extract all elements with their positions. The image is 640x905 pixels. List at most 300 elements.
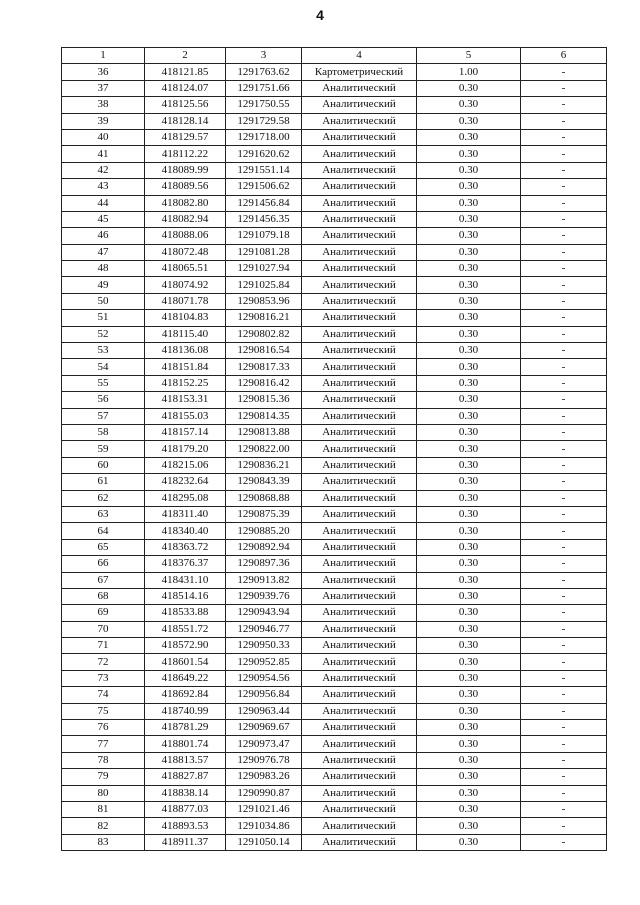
table-row xyxy=(62,441,607,457)
y-coordinate-cell: 1290836.21 xyxy=(226,457,302,473)
x-coordinate-cell: 418533.88 xyxy=(145,605,226,621)
description-cell: - xyxy=(521,474,607,490)
method-cell: Аналитический xyxy=(302,539,417,555)
y-coordinate-cell: 1290868.88 xyxy=(226,490,302,506)
description-cell: - xyxy=(521,720,607,736)
table-row xyxy=(62,801,607,817)
accuracy-cell: 0.30 xyxy=(417,703,521,719)
y-coordinate-cell: 1291027.94 xyxy=(226,261,302,277)
y-coordinate-cell: 1290813.88 xyxy=(226,424,302,440)
description-cell: - xyxy=(521,326,607,342)
method-cell: Аналитический xyxy=(302,80,417,96)
method-cell: Аналитический xyxy=(302,703,417,719)
table-row xyxy=(62,490,607,506)
accuracy-cell: 0.30 xyxy=(417,261,521,277)
y-coordinate-cell: 1291551.14 xyxy=(226,162,302,178)
y-coordinate-cell: 1290892.94 xyxy=(226,539,302,555)
description-cell: - xyxy=(521,523,607,539)
x-coordinate-cell: 418128.14 xyxy=(145,113,226,129)
accuracy-cell: 0.30 xyxy=(417,638,521,654)
method-cell: Аналитический xyxy=(302,408,417,424)
method-cell: Аналитический xyxy=(302,572,417,588)
point-number-cell: 65 xyxy=(62,539,145,555)
x-coordinate-cell: 418065.51 xyxy=(145,261,226,277)
accuracy-cell: 0.30 xyxy=(417,670,521,686)
x-coordinate-cell: 418112.22 xyxy=(145,146,226,162)
x-coordinate-cell: 418152.25 xyxy=(145,375,226,391)
table-row xyxy=(62,457,607,473)
x-coordinate-cell: 418295.08 xyxy=(145,490,226,506)
x-coordinate-cell: 418179.20 xyxy=(145,441,226,457)
table-row xyxy=(62,834,607,850)
point-number-cell: 44 xyxy=(62,195,145,211)
point-number-cell: 57 xyxy=(62,408,145,424)
table-row xyxy=(62,720,607,736)
table-row xyxy=(62,769,607,785)
table-row xyxy=(62,211,607,227)
table-row xyxy=(62,359,607,375)
accuracy-cell: 0.30 xyxy=(417,326,521,342)
method-cell: Аналитический xyxy=(302,293,417,309)
x-coordinate-cell: 418877.03 xyxy=(145,801,226,817)
table-row xyxy=(62,129,607,145)
table-row xyxy=(62,392,607,408)
point-number-cell: 52 xyxy=(62,326,145,342)
accuracy-cell: 0.30 xyxy=(417,523,521,539)
description-cell: - xyxy=(521,195,607,211)
x-coordinate-cell: 418911.37 xyxy=(145,834,226,850)
description-cell: - xyxy=(521,310,607,326)
description-cell: - xyxy=(521,343,607,359)
method-cell: Аналитический xyxy=(302,638,417,654)
y-coordinate-cell: 1290963.44 xyxy=(226,703,302,719)
column-header-2: 2 xyxy=(145,48,226,64)
point-number-cell: 73 xyxy=(62,670,145,686)
x-coordinate-cell: 418215.06 xyxy=(145,457,226,473)
accuracy-cell: 0.30 xyxy=(417,129,521,145)
y-coordinate-cell: 1290815.36 xyxy=(226,392,302,408)
table-row xyxy=(62,97,607,113)
method-cell: Аналитический xyxy=(302,556,417,572)
method-cell: Аналитический xyxy=(302,211,417,227)
column-header-5: 5 xyxy=(417,48,521,64)
y-coordinate-cell: 1291025.84 xyxy=(226,277,302,293)
column-header-1: 1 xyxy=(62,48,145,64)
table-row xyxy=(62,523,607,539)
accuracy-cell: 0.30 xyxy=(417,736,521,752)
x-coordinate-cell: 418649.22 xyxy=(145,670,226,686)
description-cell: - xyxy=(521,129,607,145)
x-coordinate-cell: 418121.85 xyxy=(145,64,226,80)
y-coordinate-cell: 1290913.82 xyxy=(226,572,302,588)
description-cell: - xyxy=(521,162,607,178)
y-coordinate-cell: 1290802.82 xyxy=(226,326,302,342)
method-cell: Аналитический xyxy=(302,752,417,768)
method-cell: Аналитический xyxy=(302,785,417,801)
method-cell: Аналитический xyxy=(302,457,417,473)
table-row xyxy=(62,539,607,555)
y-coordinate-cell: 1291620.62 xyxy=(226,146,302,162)
description-cell: - xyxy=(521,654,607,670)
description-cell: - xyxy=(521,687,607,703)
accuracy-cell: 0.30 xyxy=(417,113,521,129)
method-cell: Аналитический xyxy=(302,343,417,359)
accuracy-cell: 0.30 xyxy=(417,605,521,621)
accuracy-cell: 0.30 xyxy=(417,506,521,522)
table-row xyxy=(62,195,607,211)
point-number-cell: 79 xyxy=(62,769,145,785)
accuracy-cell: 0.30 xyxy=(417,572,521,588)
table-row xyxy=(62,670,607,686)
point-number-cell: 60 xyxy=(62,457,145,473)
method-cell: Аналитический xyxy=(302,588,417,604)
x-coordinate-cell: 418431.10 xyxy=(145,572,226,588)
description-cell: - xyxy=(521,64,607,80)
x-coordinate-cell: 418153.31 xyxy=(145,392,226,408)
table-row xyxy=(62,654,607,670)
x-coordinate-cell: 418157.14 xyxy=(145,424,226,440)
y-coordinate-cell: 1290990.87 xyxy=(226,785,302,801)
method-cell: Аналитический xyxy=(302,179,417,195)
table-row xyxy=(62,638,607,654)
point-number-cell: 56 xyxy=(62,392,145,408)
method-cell: Аналитический xyxy=(302,113,417,129)
method-cell: Аналитический xyxy=(302,834,417,850)
accuracy-cell: 0.30 xyxy=(417,244,521,260)
description-cell: - xyxy=(521,261,607,277)
description-cell: - xyxy=(521,113,607,129)
method-cell: Аналитический xyxy=(302,129,417,145)
point-number-cell: 78 xyxy=(62,752,145,768)
table-row xyxy=(62,146,607,162)
y-coordinate-cell: 1291506.62 xyxy=(226,179,302,195)
y-coordinate-cell: 1290983.26 xyxy=(226,769,302,785)
table-row xyxy=(62,572,607,588)
point-number-cell: 62 xyxy=(62,490,145,506)
point-number-cell: 80 xyxy=(62,785,145,801)
y-coordinate-cell: 1290973.47 xyxy=(226,736,302,752)
description-cell: - xyxy=(521,769,607,785)
point-number-cell: 39 xyxy=(62,113,145,129)
table-row xyxy=(62,293,607,309)
description-cell: - xyxy=(521,801,607,817)
y-coordinate-cell: 1290950.33 xyxy=(226,638,302,654)
description-cell: - xyxy=(521,785,607,801)
coordinates-table xyxy=(61,47,607,851)
accuracy-cell: 0.30 xyxy=(417,424,521,440)
point-number-cell: 76 xyxy=(62,720,145,736)
point-number-cell: 83 xyxy=(62,834,145,850)
page-number: 4 xyxy=(316,7,324,23)
y-coordinate-cell: 1290969.67 xyxy=(226,720,302,736)
x-coordinate-cell: 418893.53 xyxy=(145,818,226,834)
y-coordinate-cell: 1290817.33 xyxy=(226,359,302,375)
y-coordinate-cell: 1291763.62 xyxy=(226,64,302,80)
method-cell: Аналитический xyxy=(302,490,417,506)
x-coordinate-cell: 418082.80 xyxy=(145,195,226,211)
method-cell: Аналитический xyxy=(302,769,417,785)
y-coordinate-cell: 1290976.78 xyxy=(226,752,302,768)
accuracy-cell: 0.30 xyxy=(417,441,521,457)
table-header xyxy=(62,48,607,64)
point-number-cell: 38 xyxy=(62,97,145,113)
table-row xyxy=(62,179,607,195)
point-number-cell: 82 xyxy=(62,818,145,834)
method-cell: Аналитический xyxy=(302,244,417,260)
table-row xyxy=(62,244,607,260)
x-coordinate-cell: 418155.03 xyxy=(145,408,226,424)
description-cell: - xyxy=(521,818,607,834)
description-cell: - xyxy=(521,424,607,440)
method-cell: Аналитический xyxy=(302,670,417,686)
accuracy-cell: 0.30 xyxy=(417,146,521,162)
table-row xyxy=(62,326,607,342)
method-cell: Аналитический xyxy=(302,605,417,621)
point-number-cell: 40 xyxy=(62,129,145,145)
x-coordinate-cell: 418088.06 xyxy=(145,228,226,244)
point-number-cell: 64 xyxy=(62,523,145,539)
accuracy-cell: 0.30 xyxy=(417,375,521,391)
y-coordinate-cell: 1290954.56 xyxy=(226,670,302,686)
method-cell: Аналитический xyxy=(302,310,417,326)
description-cell: - xyxy=(521,392,607,408)
x-coordinate-cell: 418115.40 xyxy=(145,326,226,342)
point-number-cell: 74 xyxy=(62,687,145,703)
accuracy-cell: 0.30 xyxy=(417,834,521,850)
accuracy-cell: 0.30 xyxy=(417,621,521,637)
accuracy-cell: 0.30 xyxy=(417,539,521,555)
point-number-cell: 69 xyxy=(62,605,145,621)
table-row xyxy=(62,310,607,326)
table-row xyxy=(62,408,607,424)
column-header-3: 3 xyxy=(226,48,302,64)
point-number-cell: 50 xyxy=(62,293,145,309)
table-row xyxy=(62,343,607,359)
y-coordinate-cell: 1290816.42 xyxy=(226,375,302,391)
description-cell: - xyxy=(521,834,607,850)
description-cell: - xyxy=(521,146,607,162)
method-cell: Аналитический xyxy=(302,146,417,162)
method-cell: Аналитический xyxy=(302,326,417,342)
table-row xyxy=(62,621,607,637)
point-number-cell: 72 xyxy=(62,654,145,670)
method-cell: Аналитический xyxy=(302,687,417,703)
x-coordinate-cell: 418601.54 xyxy=(145,654,226,670)
accuracy-cell: 0.30 xyxy=(417,556,521,572)
point-number-cell: 51 xyxy=(62,310,145,326)
accuracy-cell: 0.30 xyxy=(417,720,521,736)
method-cell: Аналитический xyxy=(302,523,417,539)
table-row xyxy=(62,474,607,490)
point-number-cell: 55 xyxy=(62,375,145,391)
description-cell: - xyxy=(521,179,607,195)
y-coordinate-cell: 1290875.39 xyxy=(226,506,302,522)
y-coordinate-cell: 1290814.35 xyxy=(226,408,302,424)
method-cell: Аналитический xyxy=(302,392,417,408)
accuracy-cell: 0.30 xyxy=(417,343,521,359)
method-cell: Аналитический xyxy=(302,506,417,522)
method-cell: Аналитический xyxy=(302,720,417,736)
point-number-cell: 46 xyxy=(62,228,145,244)
y-coordinate-cell: 1290956.84 xyxy=(226,687,302,703)
x-coordinate-cell: 418692.84 xyxy=(145,687,226,703)
accuracy-cell: 0.30 xyxy=(417,801,521,817)
accuracy-cell: 0.30 xyxy=(417,818,521,834)
y-coordinate-cell: 1290816.54 xyxy=(226,343,302,359)
description-cell: - xyxy=(521,457,607,473)
x-coordinate-cell: 418072.48 xyxy=(145,244,226,260)
description-cell: - xyxy=(521,736,607,752)
table-row xyxy=(62,687,607,703)
y-coordinate-cell: 1290946.77 xyxy=(226,621,302,637)
point-number-cell: 63 xyxy=(62,506,145,522)
method-cell: Аналитический xyxy=(302,621,417,637)
method-cell: Аналитический xyxy=(302,261,417,277)
y-coordinate-cell: 1291050.14 xyxy=(226,834,302,850)
table-body xyxy=(62,64,607,851)
description-cell: - xyxy=(521,588,607,604)
method-cell: Аналитический xyxy=(302,97,417,113)
description-cell: - xyxy=(521,80,607,96)
table-row xyxy=(62,752,607,768)
point-number-cell: 81 xyxy=(62,801,145,817)
table-row xyxy=(62,703,607,719)
x-coordinate-cell: 418363.72 xyxy=(145,539,226,555)
description-cell: - xyxy=(521,556,607,572)
description-cell: - xyxy=(521,228,607,244)
point-number-cell: 68 xyxy=(62,588,145,604)
description-cell: - xyxy=(521,490,607,506)
description-cell: - xyxy=(521,211,607,227)
column-header-6: 6 xyxy=(521,48,607,64)
y-coordinate-cell: 1290822.00 xyxy=(226,441,302,457)
table-row xyxy=(62,785,607,801)
table-row xyxy=(62,556,607,572)
column-header-4: 4 xyxy=(302,48,417,64)
accuracy-cell: 0.30 xyxy=(417,457,521,473)
x-coordinate-cell: 418801.74 xyxy=(145,736,226,752)
x-coordinate-cell: 418136.08 xyxy=(145,343,226,359)
x-coordinate-cell: 418827.87 xyxy=(145,769,226,785)
x-coordinate-cell: 418376.37 xyxy=(145,556,226,572)
description-cell: - xyxy=(521,572,607,588)
x-coordinate-cell: 418151.84 xyxy=(145,359,226,375)
y-coordinate-cell: 1291718.00 xyxy=(226,129,302,145)
table-row xyxy=(62,64,607,80)
point-number-cell: 45 xyxy=(62,211,145,227)
description-cell: - xyxy=(521,638,607,654)
description-cell: - xyxy=(521,539,607,555)
x-coordinate-cell: 418232.64 xyxy=(145,474,226,490)
method-cell: Аналитический xyxy=(302,375,417,391)
table-row xyxy=(62,228,607,244)
y-coordinate-cell: 1291079.18 xyxy=(226,228,302,244)
point-number-cell: 77 xyxy=(62,736,145,752)
method-cell: Аналитический xyxy=(302,195,417,211)
description-cell: - xyxy=(521,621,607,637)
point-number-cell: 43 xyxy=(62,179,145,195)
y-coordinate-cell: 1291021.46 xyxy=(226,801,302,817)
point-number-cell: 47 xyxy=(62,244,145,260)
method-cell: Аналитический xyxy=(302,162,417,178)
table-row xyxy=(62,424,607,440)
point-number-cell: 67 xyxy=(62,572,145,588)
accuracy-cell: 0.30 xyxy=(417,392,521,408)
method-cell: Аналитический xyxy=(302,424,417,440)
y-coordinate-cell: 1290885.20 xyxy=(226,523,302,539)
description-cell: - xyxy=(521,293,607,309)
table-row xyxy=(62,818,607,834)
x-coordinate-cell: 418124.07 xyxy=(145,80,226,96)
x-coordinate-cell: 418125.56 xyxy=(145,97,226,113)
x-coordinate-cell: 418074.92 xyxy=(145,277,226,293)
x-coordinate-cell: 418089.56 xyxy=(145,179,226,195)
point-number-cell: 71 xyxy=(62,638,145,654)
method-cell: Аналитический xyxy=(302,359,417,375)
accuracy-cell: 0.30 xyxy=(417,277,521,293)
point-number-cell: 53 xyxy=(62,343,145,359)
method-cell: Аналитический xyxy=(302,818,417,834)
accuracy-cell: 0.30 xyxy=(417,769,521,785)
table-row xyxy=(62,605,607,621)
y-coordinate-cell: 1290816.21 xyxy=(226,310,302,326)
accuracy-cell: 0.30 xyxy=(417,752,521,768)
description-cell: - xyxy=(521,752,607,768)
accuracy-cell: 0.30 xyxy=(417,293,521,309)
description-cell: - xyxy=(521,703,607,719)
table-row xyxy=(62,588,607,604)
table-row xyxy=(62,277,607,293)
point-number-cell: 70 xyxy=(62,621,145,637)
description-cell: - xyxy=(521,441,607,457)
table-row xyxy=(62,261,607,277)
y-coordinate-cell: 1291729.58 xyxy=(226,113,302,129)
point-number-cell: 48 xyxy=(62,261,145,277)
y-coordinate-cell: 1291456.35 xyxy=(226,211,302,227)
description-cell: - xyxy=(521,277,607,293)
header-row xyxy=(62,48,607,64)
description-cell: - xyxy=(521,408,607,424)
description-cell: - xyxy=(521,605,607,621)
x-coordinate-cell: 418071.78 xyxy=(145,293,226,309)
accuracy-cell: 0.30 xyxy=(417,310,521,326)
x-coordinate-cell: 418551.72 xyxy=(145,621,226,637)
y-coordinate-cell: 1291751.66 xyxy=(226,80,302,96)
accuracy-cell: 0.30 xyxy=(417,785,521,801)
method-cell: Аналитический xyxy=(302,441,417,457)
accuracy-cell: 0.30 xyxy=(417,228,521,244)
y-coordinate-cell: 1290952.85 xyxy=(226,654,302,670)
x-coordinate-cell: 418514.16 xyxy=(145,588,226,604)
table-row xyxy=(62,506,607,522)
table-row xyxy=(62,375,607,391)
accuracy-cell: 0.30 xyxy=(417,474,521,490)
accuracy-cell: 0.30 xyxy=(417,408,521,424)
x-coordinate-cell: 418104.83 xyxy=(145,310,226,326)
y-coordinate-cell: 1290843.39 xyxy=(226,474,302,490)
method-cell: Аналитический xyxy=(302,228,417,244)
y-coordinate-cell: 1291456.84 xyxy=(226,195,302,211)
description-cell: - xyxy=(521,97,607,113)
method-cell: Картометрический xyxy=(302,64,417,80)
x-coordinate-cell: 418740.99 xyxy=(145,703,226,719)
x-coordinate-cell: 418572.90 xyxy=(145,638,226,654)
method-cell: Аналитический xyxy=(302,474,417,490)
accuracy-cell: 0.30 xyxy=(417,179,521,195)
y-coordinate-cell: 1291034.86 xyxy=(226,818,302,834)
y-coordinate-cell: 1290853.96 xyxy=(226,293,302,309)
accuracy-cell: 0.30 xyxy=(417,97,521,113)
